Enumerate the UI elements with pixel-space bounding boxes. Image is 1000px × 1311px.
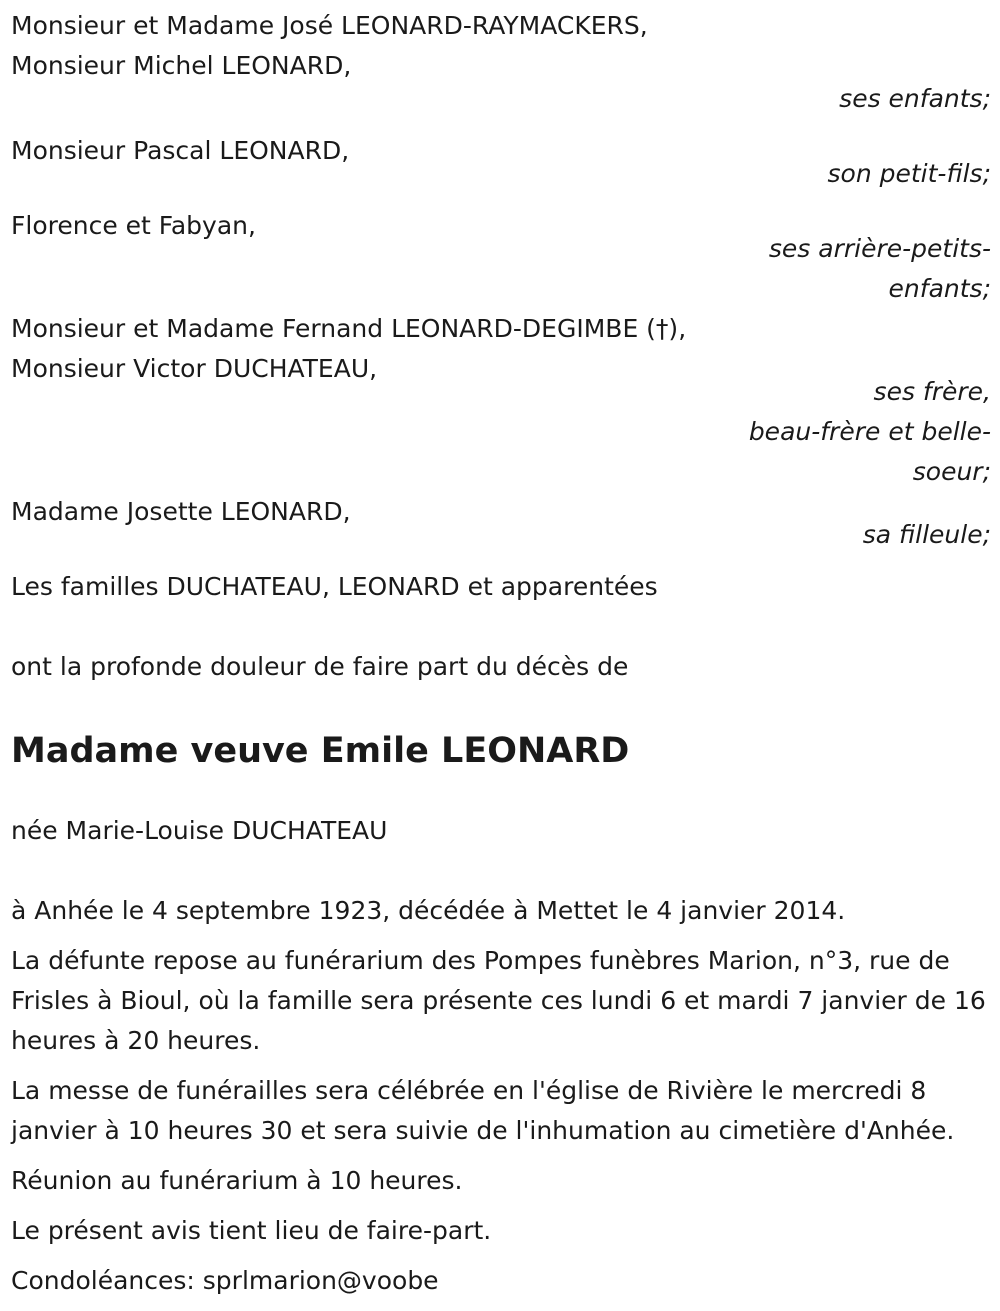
relation-label: soeur; (912, 457, 991, 486)
viewing-info: La défunte repose au funérarium des Pompes funèbres Marion, n°3, rue de Frisles à Bioul, où la famille sera présente ces lundi 6 et mardi 7 janvier de 16 heures à 20 heures. (11, 946, 986, 1055)
family-name-line: Florence et Fabyan, (11, 211, 256, 240)
relation-label: ses arrière-petits- (768, 234, 991, 263)
family-name-line: Monsieur et Madame José LEONARD-RAYMACKERS, (11, 11, 648, 40)
family-name-line: Monsieur Michel LEONARD, (11, 51, 352, 80)
relation-label: sa filleule; (862, 520, 991, 549)
relation-label: son petit-fils; (827, 159, 991, 188)
relation-label: beau-frère et belle- (748, 417, 991, 446)
family-name-line: Monsieur Pascal LEONARD, (11, 136, 350, 165)
relation-label: enfants; (888, 274, 991, 303)
relation-label: ses frère, (873, 377, 991, 406)
family-name-line: Monsieur et Madame Fernand LEONARD-DEGIMBE (†), (11, 314, 687, 343)
families-closing: Les familles DUCHATEAU, LEONARD et apparentées (11, 572, 658, 601)
meeting-info: Réunion au funérarium à 10 heures. (11, 1166, 463, 1195)
birth-death-dates: à Anhée le 4 septembre 1923, décédée à Mettet le 4 janvier 2014. (11, 896, 846, 925)
condolences: Condoléances: sprlmarion@voobe (11, 1266, 439, 1295)
family-name-line: Madame Josette LEONARD, (11, 497, 351, 526)
birth-name: née Marie-Louise DUCHATEAU (11, 816, 388, 845)
announcement: ont la profonde douleur de faire part du décès de (11, 652, 629, 681)
death-notice (11, 6, 991, 1311)
deceased-name: Madame veuve Emile LEONARD (11, 731, 630, 771)
funeral-info: La messe de funérailles sera célébrée en l'église de Rivière le mercredi 8 janvier à 10 heures 30 et sera suivie de l'inhumation au cimetière d'Anhée. (11, 1076, 955, 1145)
family-name-line: Monsieur Victor DUCHATEAU, (11, 354, 378, 383)
notice-info: Le présent avis tient lieu de faire-part. (11, 1216, 492, 1245)
relation-label: ses enfants; (839, 84, 991, 113)
